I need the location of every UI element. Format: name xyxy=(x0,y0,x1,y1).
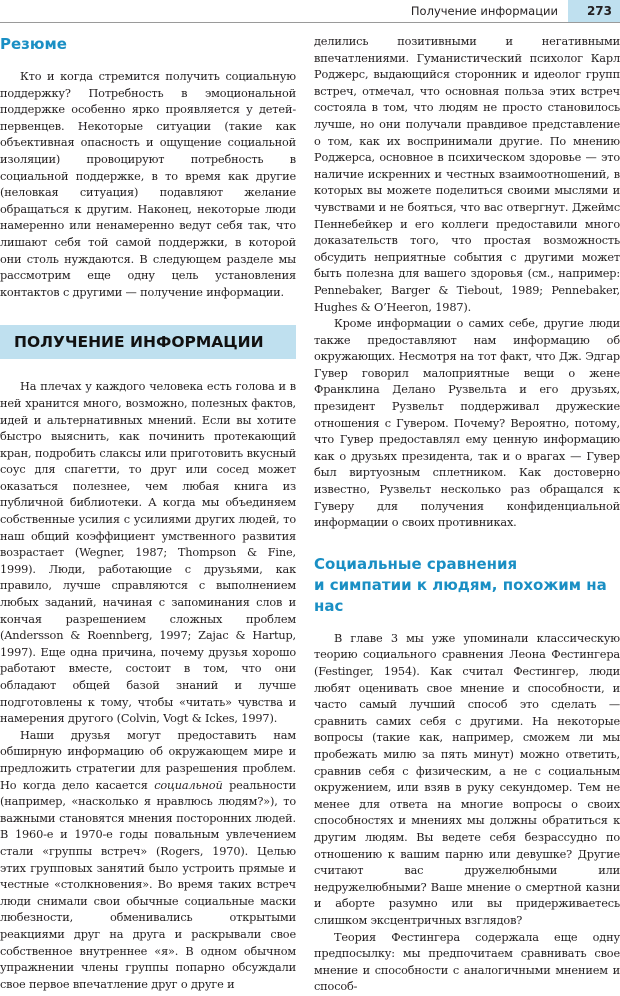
section-title: ПОЛУЧЕНИЕ ИНФОРМАЦИИ xyxy=(14,333,264,352)
right-column xyxy=(314,34,620,996)
header-rule xyxy=(0,22,620,23)
subsection-title-line-1: Социальные сравнения xyxy=(314,554,518,573)
left-paragraph-2-end: реальности (например, «насколько я нравлюсь людям?»), то важными становятся мнения посторонних людей. В 1960-е и 1970-е годы повальным увлечением стали «группы встреч» (Rogers, 1970). Целью этих групповых занятий было устроить прямые и честные «столкновения». Во время таких встреч люди снимали свои обычные социальные маски любезности, обменивались открытыми реакциями друг на друга и раскрывали свое собственное внутреннее «я». В одном обычном упражнении члены группы попарно обсуждали свое первое впечатление друг о друге и xyxy=(0,778,297,991)
right-paragraph-4: Теория Фестингера содержала еще одну предпосылку: мы предпочитаем сравнивать свое мнение и способности с аналогичными мнением и способ- xyxy=(314,930,620,994)
left-paragraph-2-start: Наши друзья могут предоставить нам обширную информацию об окружающем мире и предложить стратегии для разрешения проблем. Но когда дело касается xyxy=(0,728,296,792)
right-paragraph-1: делились позитивными и негативными впечатлениями. Гуманистический психолог Карл Роджерс, выдающийся сторонник и идеолог групп встреч, отмечал, что основная польза этих встреч состояла в том, что людям не просто становилось лучше, но они получали правдивое представление о том, как их воспринимали другие. По мнению Роджерса, основное в психическом здоровье — это наличие искренних и честных взаимоотношений, в которых вы можете поделиться своими мыслями и чувствами и не бояться, что вас отвергнут. Джеймс Пеннебейкер и его коллеги предоставили много доказательств того, что простая возможность обсудить неприятные события с другими может быть полезна для вашего здоровья (см., например: Pennebaker, Barger & Tiebout, 1989; Pennebaker, Hughes & O’Heeron, 1987). xyxy=(314,35,620,314)
right-paragraph-2: Кроме информации о самих себе, другие люди также предоставляют нам информацию об окружающих. Несмотря на тот факт, что Дж. Эдгар Гувер говорил малоприятные вещи о жене Франклина Делано Рузвельта и его друзьях, президент Рузвельт поддерживал дружеские отношения с Гувером. Почему? Вероятно, потому, что Гувер предоставлял ему ценную информацию как о друзьях президента, так и о врагах — Гувер был виртуозным сплетником. Как достоверно известно, Рузвельт несколько раз обращался к Гуверу для получения конфиденциальной информации о своих противниках. xyxy=(314,317,620,530)
left-column xyxy=(0,34,296,993)
section-banner xyxy=(0,325,296,359)
page-number-box xyxy=(568,0,620,22)
left-paragraph-2 xyxy=(0,728,296,994)
page-header xyxy=(0,0,620,24)
right-paragraph-3: В главе 3 мы уже упоминали классическую теорию социального сравнения Леона Фестингера (Festinger, 1954). Как считал Фестингер, люди любят оценивать свое мнение и способности, и часто самый лучший способ это сделать — сравнить самих себя с другими. На некоторые вопросы (такие как, например, сможем ли мы пробежать милю за пять минут) можно ответить, сравнив себя с физическим, а не с социальным окружением, или взяв в руку секундомер. Тем не менее для ответа на многие вопросы о своих способностях и мнениях мы должны обратиться к другим людям. Вы ведете себя безрассудно по отношению к вашим парню или девушке? Другие считают вас дружелюбными или недружелюбными? Ваше мнение о смертной казни и аборте разумно или вы придерживаетесь слишком эксцентричных взглядов? xyxy=(314,631,620,927)
subsection-heading xyxy=(314,554,620,617)
running-title: Получение информации xyxy=(410,4,558,18)
resume-paragraph: Кто и когда стремится получить социальную поддержку? Потребность в эмоциональной поддержке особенно ярко проявляется у детей-первенцев. Некоторые ситуации (такие как объективная опасность и ощущение социальной изоляции) провоцируют потребность в социальной поддержке, в то время как другие (неловкая ситуация) подавляют желание обращаться к другим. Наконец, некоторые люди намеренно или ненамеренно ведут себя так, что лишают себя той самой поддержки, в которой они столь нуждаются. В следующем разделе мы рассмотрим еще одну цель установления контактов с другими — получение информации. xyxy=(0,70,296,299)
resume-heading: Резюме xyxy=(0,35,67,53)
left-paragraph-1: На плечах у каждого человека есть голова и в ней хранится много, возможно, полезных фактов, идей и альтернативных мнений. Если вы хотите быстро выяснить, как починить протекающий кран, подробить слаксы или приготовить вкусный соус для спагетти, то друг или сосед может оказаться полезнее, чем любая книга из публичной библиотеки. А когда мы объединяем собственные усилия с усилиями других людей, то наш общий коэффициент умственного развития возрастает (Wegner, 1987; Thompson & Fine, 1999). Люди, работающие с друзьями, как правило, лучше справляются с выполнением любых заданий, начиная с запоминания слов и кончая разрешением сложных проблем (Andersson & Roennberg, 1997; Zajac & Hartup, 1997). Еще одна причина, почему друзья хорошо работают вместе, состоит в том, что они обладают общей базой знаний и лучше подготовлены к тому, чтобы «читать» чувства и намерения другого (Colvin, Vogt & Ickes, 1997). xyxy=(0,380,296,726)
page-number: 273 xyxy=(586,4,612,18)
emphasis-social: социальной xyxy=(154,778,223,792)
subsection-title-line-2: и симпатии к людям, похожим на нас xyxy=(314,575,607,615)
